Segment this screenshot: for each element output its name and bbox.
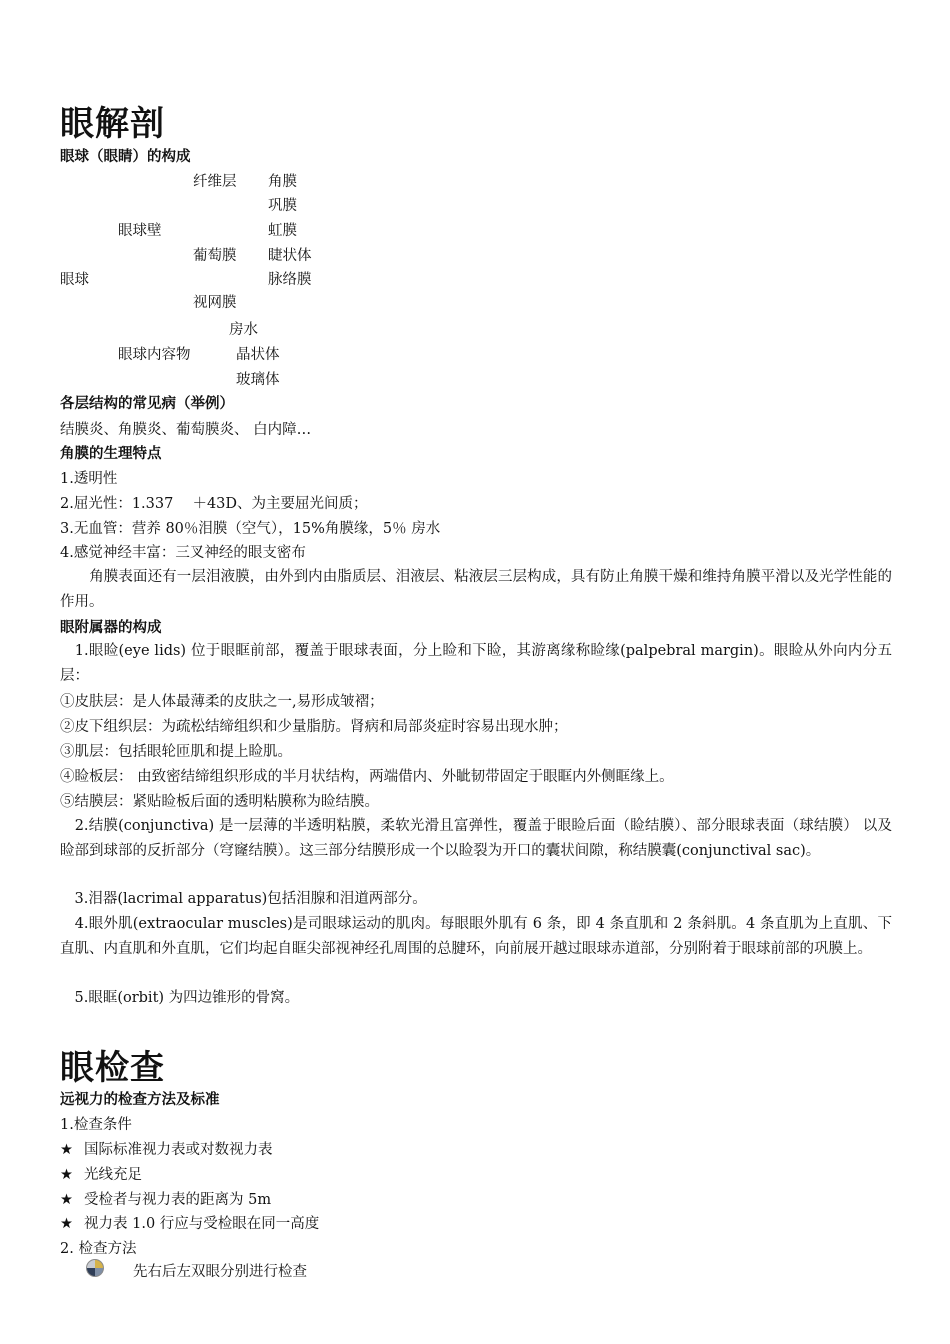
- tree-uvea: 葡萄膜: [193, 248, 237, 264]
- condition-text: 光线充足: [84, 1167, 142, 1183]
- section-title-examination: 眼检查: [60, 1048, 165, 1088]
- condition-item: [60, 1188, 271, 1209]
- star-bullet-icon: ★: [60, 1192, 73, 1208]
- disease-heading: 各层结构的常见病（举例）: [60, 396, 234, 412]
- tree-lens: 晶状体: [236, 347, 280, 363]
- eyelid-layer: ①皮肤层：是人体最薄柔的皮肤之一,易形成皱褶；: [60, 694, 384, 710]
- tree-aqueous: 房水: [229, 322, 258, 338]
- lacrimal-paragraph: 3.泪器(lacrimal apparatus)包括泪腺和泪道两部分。: [60, 891, 427, 907]
- condition-item: [60, 1163, 142, 1184]
- tree-root: 眼球: [60, 272, 89, 288]
- cornea-paragraph: 角膜表面还有一层泪液膜，由外到内由脂质层、泪液层、粘液层三层构成，具有防止角膜干燥和维持角膜平滑以及光学性能的作用。: [60, 569, 892, 610]
- condition-item: [60, 1212, 319, 1233]
- section-title-anatomy: 眼解剖: [60, 104, 165, 144]
- cornea-item: 3.无血管：营养 80％泪膜（空气），15%角膜缘，5％ 房水: [60, 521, 441, 537]
- tree-retina: 视网膜: [193, 295, 237, 311]
- eyeball-heading: 眼球（眼睛）的构成: [60, 149, 191, 165]
- eyelid-layer: ②皮下组织层：为疏松结缔组织和少量脂肪。肾病和局部炎症时容易出现水肿；: [60, 719, 568, 735]
- conjunctiva-paragraph: 2.结膜(conjunctiva) 是一层薄的半透明粘膜，柔软光滑且富弹性，覆盖于眼睑后面（睑结膜）、部分眼球表面（球结膜） 以及睑部到球部的反折部分（穹窿结膜）。这三部分结膜形成一个以睑裂为开口的囊状间隙，称结膜囊(conjunctival sac)。: [60, 818, 892, 859]
- star-bullet-icon: ★: [60, 1167, 73, 1183]
- condition-item: [60, 1138, 273, 1159]
- cornea-item: 4.感觉神经丰富：三叉神经的眼支密布: [60, 545, 306, 561]
- tree-choroid: 脉络膜: [268, 272, 312, 288]
- pie-bullet-icon: [86, 1259, 104, 1277]
- extraocular-muscle-paragraph: 4.眼外肌(extraocular muscles)是司眼球运动的肌肉。每眼眼外肌有 6 条，即 4 条直肌和 2 条斜肌。4 条直肌为上直肌、下直肌、内直肌和外直肌，它们均起自眶尖部视神经孔周围的总腱环，向前展开越过眼球赤道部，分别附着于眼球前部的巩膜上。: [60, 916, 892, 957]
- conditions-heading: 1.检查条件: [60, 1117, 132, 1133]
- vision-heading: 远视力的检查方法及标准: [60, 1092, 220, 1108]
- disease-text: 结膜炎、角膜炎、葡萄膜炎、 白内障…: [60, 422, 312, 438]
- cornea-item: 1.透明性: [60, 471, 118, 487]
- star-bullet-icon: ★: [60, 1142, 73, 1158]
- eyelid-paragraph: 1.眼睑(eye lids) 位于眼眶前部，覆盖于眼球表面，分上睑和下睑，其游离缘称睑缘(palpebral margin)。眼睑从外向内分五层：: [60, 643, 892, 684]
- tree-sclera: 巩膜: [268, 198, 297, 214]
- tree-cornea: 角膜: [268, 174, 297, 190]
- tree-contents: 眼球内容物: [118, 347, 191, 363]
- orbit-paragraph: 5.眼眶(orbit) 为四边锥形的骨窝。: [60, 990, 300, 1006]
- cornea-heading: 角膜的生理特点: [60, 446, 162, 462]
- tree-wall: 眼球壁: [118, 223, 162, 239]
- eyelid-layer: ③肌层：包括眼轮匝肌和提上睑肌。: [60, 744, 292, 760]
- adnexa-heading: 眼附属器的构成: [60, 620, 162, 636]
- method-heading: 2. 检查方法: [60, 1241, 137, 1257]
- tree-vitreous: 玻璃体: [236, 372, 280, 388]
- condition-text: 视力表 1.0 行应与受检眼在同一高度: [84, 1216, 320, 1232]
- tree-fibrous: 纤维层: [193, 174, 237, 190]
- cornea-item: 2.屈光性：1.337 ＋43D、为主要屈光间质；: [60, 496, 368, 512]
- eyelid-layer: ④睑板层： 由致密结缔组织形成的半月状结构，两端借内、外眦韧带固定于眼眶内外侧眶缘上。: [60, 769, 674, 785]
- method-item: 先右后左双眼分别进行检查: [133, 1264, 307, 1280]
- tree-iris: 虹膜: [268, 223, 297, 239]
- tree-ciliary: 睫状体: [268, 248, 312, 264]
- condition-text: 国际标准视力表或对数视力表: [84, 1142, 273, 1158]
- condition-text: 受检者与视力表的距离为 5m: [84, 1192, 272, 1208]
- eyelid-layer: ⑤结膜层：紧贴睑板后面的透明粘膜称为睑结膜。: [60, 794, 379, 810]
- star-bullet-icon: ★: [60, 1216, 73, 1232]
